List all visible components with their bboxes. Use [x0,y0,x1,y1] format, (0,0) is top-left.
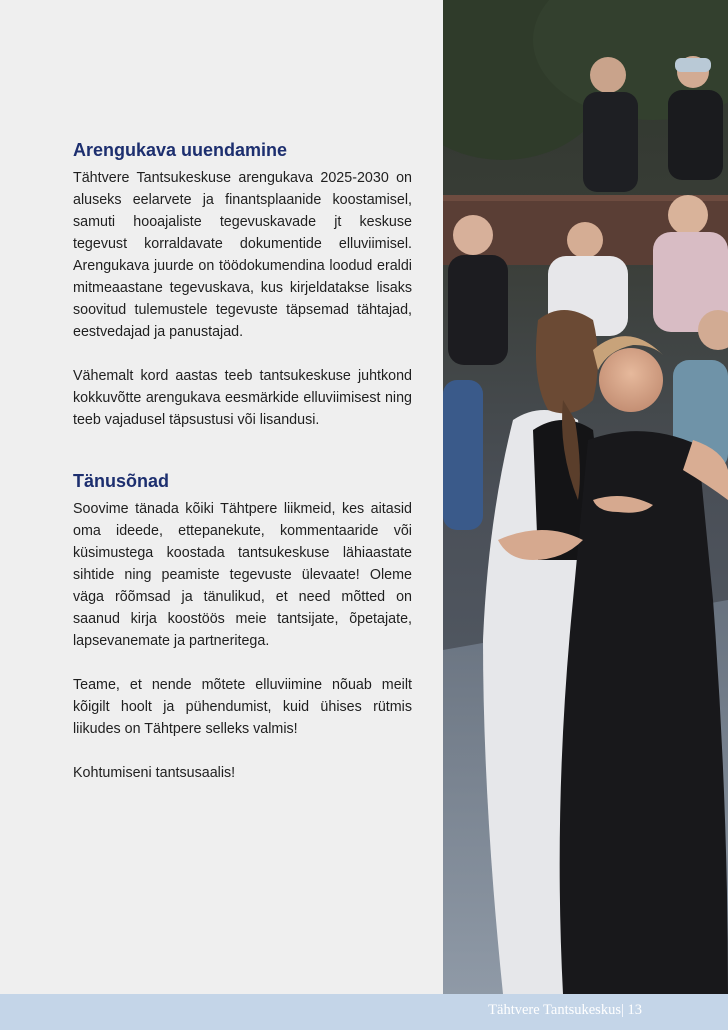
paragraph: Teame, et nende mõtete elluviimine nõuab meilt kõigilt hoolt ja pühendumist, kuid ühises rütmis liikudes on Tähtpere selleks valmis! [73,677,412,737]
paragraph: Soovime tänada kõiki Tähtpere liikmeid, kes aitasid oma ideede, ettepanekute, kommentaaride või küsimustega koostada tantsukeskuse lähiaastate sihtide ning peamiste tegevuste ülevaate! Oleme väga rõõmsad ja tänulikud, et need mõtted on saanud kirja koostöös meie tantsijate, õpetajate, lapsevanemate ja partneritega. [73,501,412,649]
paragraph: Tähtvere Tantsukeskuse arengukava 2025-2030 on aluseks eelarvete ja finantsplaanide koostamisel, samuti hooajaliste tegevuskavade jt keskuse tegevust korraldavate dokumentide elluviimisel. Arengukava juurde on töödokumendina loodud eraldi mitmeaastane tegevuskava, kus kirjeldatakse lisaks soovitud tulemustele tegevuste täpsemad tähtajad, eestvedajad ja panustajad. [73,170,412,340]
dancers-hugging-photo [443,0,728,994]
footer-text [488,1002,642,1019]
paragraph: Kohtumiseni tantsusaalis! [73,765,236,781]
paragraph: Vähemalt kord aastas teeb tantsukeskuse juhtkond kokkuvõtte arengukava eesmärkide elluviimisest ning teeb vajadusel täpsustusi või lisandusi. [73,368,412,428]
text-column [73,140,412,784]
section-heading-arengukava: Arengukava uuendamine [73,140,288,160]
footer-org: Tähtvere Tantsukeskus| [488,1002,624,1018]
section-heading-tanusonad: Tänusõnad [73,471,170,491]
page-number: 13 [627,1002,642,1018]
photo-illustration [443,0,728,994]
footer-band [0,994,728,1030]
